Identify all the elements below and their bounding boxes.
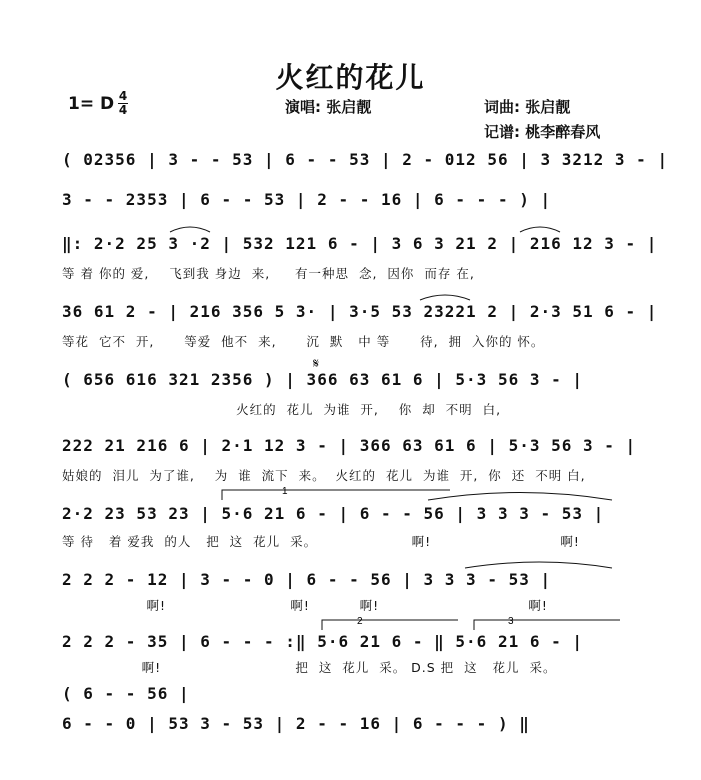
volta-1 <box>222 486 450 500</box>
singer-credit: 演唱: 张启靓 <box>285 98 372 116</box>
volta-3-label: 3 <box>508 616 514 627</box>
score-row-3: ‖: 2·2 25 3 ·2 | 532 121 6 - | 3 6 3 21 2 | 216 12 3 - | <box>62 234 658 253</box>
slur <box>520 227 560 232</box>
score-row-7: 2·2 23 53 23 | 5·6 21 6 - | 6 - - 56 | 3 3 3 - 53 | <box>62 504 605 523</box>
score-row-9: 2 2 2 - 35 | 6 - - - :‖ 5·6 21 6 - ‖ 5·6 21 6 - | <box>62 632 584 651</box>
song-title: 火红的花儿 <box>275 61 426 94</box>
score-row-6: 222 21 216 6 | 2·1 12 3 - | 366 63 61 6 | 5·3 56 3 - | <box>62 436 637 455</box>
key-signature: 1= D <box>68 94 115 114</box>
slur <box>428 493 612 501</box>
volta-3 <box>474 616 620 630</box>
score-row-2: 3 - - 2353 | 6 - - 53 | 2 - - 16 | 6 - - - ) | <box>62 190 552 209</box>
score-row-8: 2 2 2 - 12 | 3 - - 0 | 6 - - 56 | 3 3 3 - 53 | <box>62 570 552 589</box>
lyrics-row-9: 啊! 把 这 花儿 采。 D.S 把 这 花儿 采。 <box>62 660 557 675</box>
slur <box>465 562 612 568</box>
volta-1-label: 1 <box>282 486 288 497</box>
lyrics-row-6: 姑娘的 泪儿 为了谁, 为 谁 流下 来。 火红的 花儿 为谁 开, 你 还 不明 白, <box>62 468 586 483</box>
score-row-4: 36 61 2 - | 216 356 5 3· | 3·5 53 23221 2 | 2·3 51 6 - | <box>62 302 658 321</box>
score-row-10: ( 6 - - 56 | <box>62 684 190 703</box>
composer-credit: 词曲: 张启靓 <box>484 98 571 116</box>
lyrics-row-8: 啊! 啊! 啊! 啊! <box>62 598 548 613</box>
lyrics-row-5: 火红的 花儿 为谁 开, 你 却 不明 白, <box>62 402 502 417</box>
volta-2-label: 2 <box>357 616 363 627</box>
slur <box>170 227 210 232</box>
score-row-1: ( 02356 | 3 - - 53 | 6 - - 53 | 2 - 012 56 | 3 3212 3 - | <box>62 150 669 169</box>
score-row-11: 6 - - 0 | 53 3 - 53 | 2 - - 16 | 6 - - - ) ‖ <box>62 714 530 733</box>
time-signature-top: 4 <box>118 89 128 103</box>
score-row-5: ( 656 616 321 2356 ) | 366 63 61 6 | 5·3 56 3 - | <box>62 370 584 389</box>
lyrics-row-4: 等花 它不 开, 等爱 他不 来, 沉 默 中 等 待, 拥 入你的 怀。 <box>62 334 545 349</box>
lyrics-row-3: 等 着 你的 爱, 飞到我 身边 来, 有一种思 念, 因你 而存 在, <box>62 266 475 281</box>
segno-icon: 𝄋 <box>313 356 320 372</box>
time-signature-bottom: 4 <box>118 103 128 117</box>
volta-2 <box>322 616 458 630</box>
slur <box>420 295 470 300</box>
lyrics-row-7: 等 待 着 爱我 的人 把 这 花儿 采。 啊! 啊! <box>62 534 580 549</box>
transcriber-credit: 记谱: 桃李醉春风 <box>484 123 601 141</box>
